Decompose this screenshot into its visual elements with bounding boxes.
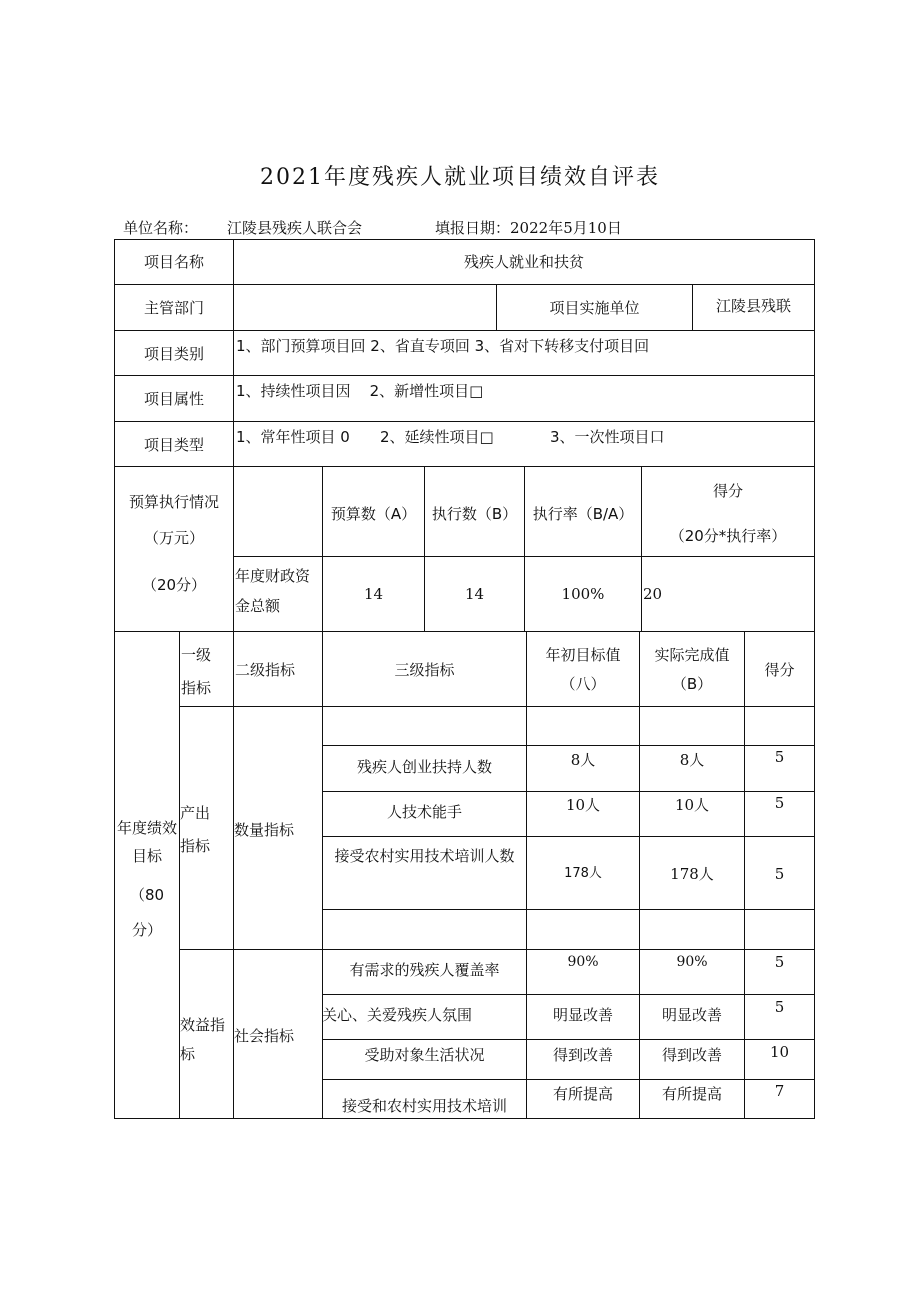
goals-label: 年度绩效 <box>116 819 177 837</box>
row-score: 5 <box>774 865 785 883</box>
attr-label: 项目属性 <box>143 390 204 408</box>
project-name-value: 残疾人就业和扶贫 <box>463 253 584 271</box>
budget-b-value: 14 <box>464 585 485 603</box>
row-actual: 90% <box>676 954 708 970</box>
project-name-label: 项目名称 <box>143 253 204 271</box>
row-name: 有需求的残疾人覆盖率 <box>349 961 500 979</box>
row-name: 受助对象生活状况 <box>364 1046 485 1064</box>
row-target: 10人 <box>565 796 601 814</box>
budget-label: 预算执行情况 <box>128 493 219 511</box>
social-indicator: 社会指标 <box>234 1027 295 1045</box>
budget-a-value: 14 <box>363 585 384 603</box>
category-value: 1、部门预算项目回 2、省直专项回 3、省对下转移支付项目回 <box>236 337 650 355</box>
type-label: 项目类型 <box>143 436 204 454</box>
row-score: 5 <box>774 953 785 971</box>
row-score: 5 <box>774 794 785 812</box>
header-actual-2: （B） <box>671 675 713 693</box>
row-name: 接受和农村实用技术培训 <box>341 1097 507 1115</box>
row-name: 接受农村实用技术培训人数 <box>334 847 515 865</box>
budget-col-score: 得分 <box>712 482 743 500</box>
category-label: 项目类别 <box>143 345 204 363</box>
date-value: 2022年5月10日 <box>510 219 622 237</box>
row-score: 7 <box>774 1082 785 1100</box>
attr-value: 1、持续性项目因 2、新增性项目□ <box>236 382 484 400</box>
header-level2: 二级指标 <box>235 661 296 679</box>
row-name: 人技术能手 <box>386 803 462 821</box>
row-score: 5 <box>774 998 785 1016</box>
unit-label: 单位名称： <box>123 219 199 237</box>
impl-unit-value: 江陵县残联 <box>715 297 791 315</box>
row-target: 有所提高 <box>552 1085 613 1103</box>
output-indicator-2: 指标 <box>180 837 211 855</box>
date-label: 填报日期： <box>435 219 511 237</box>
benefit-indicator: 效益指 <box>180 1016 226 1034</box>
header-actual: 实际完成值 <box>654 646 730 664</box>
row-actual: 10人 <box>674 796 710 814</box>
header-target: 年初目标值 <box>545 646 621 664</box>
header-target-2: （八） <box>560 675 606 693</box>
budget-row-label-1: 年度财政资 <box>235 567 311 585</box>
quantity-indicator: 数量指标 <box>234 821 295 839</box>
type-option-3: 3、一次性项目口 <box>550 428 665 446</box>
row-name: 关心、关爱残疾人氛围 <box>322 1006 473 1024</box>
impl-unit-label: 项目实施单位 <box>549 299 640 317</box>
row-target: 90% <box>567 954 599 970</box>
goals-label-2: 目标 <box>131 847 162 865</box>
row-actual: 8人 <box>679 751 705 769</box>
row-target: 明显改善 <box>552 1006 613 1024</box>
type-option-2: 2、延续性项目□ <box>380 428 494 446</box>
row-score: 10 <box>769 1043 790 1061</box>
benefit-indicator-2: 标 <box>180 1045 196 1063</box>
form-meta <box>123 217 622 238</box>
row-actual: 178人 <box>670 865 714 883</box>
row-score: 5 <box>774 748 785 766</box>
header-score: 得分 <box>764 661 795 679</box>
unit-value: 江陵县残疾人联合会 <box>227 219 363 237</box>
goals-points: （80 <box>129 886 165 904</box>
budget-unit: （万元） <box>143 529 204 547</box>
budget-col-b: 执行数（B） <box>431 505 518 523</box>
budget-col-rate: 执行率（B/A） <box>532 505 634 523</box>
type-option-1: 1、常年性项目 0 <box>236 428 350 446</box>
budget-col-a: 预算数（A） <box>330 505 417 523</box>
row-target: 得到改善 <box>552 1046 613 1064</box>
budget-col-score-formula: （20分*执行率） <box>669 527 787 545</box>
budget-row-label-2: 金总额 <box>235 597 281 615</box>
budget-points: （20分） <box>141 576 207 594</box>
header-level1: 一级 <box>181 646 212 664</box>
dept-label: 主管部门 <box>143 299 204 317</box>
header-level3: 三级指标 <box>394 661 455 679</box>
row-actual: 明显改善 <box>661 1006 722 1024</box>
row-actual: 得到改善 <box>661 1046 722 1064</box>
output-indicator: 产出 <box>180 804 211 822</box>
goals-points-2: 分） <box>131 921 162 939</box>
budget-rate-value: 100% <box>561 585 605 603</box>
budget-score-value: 20 <box>643 585 663 603</box>
row-name: 残疾人创业扶持人数 <box>356 758 492 776</box>
row-target: 178人 <box>564 866 602 881</box>
row-actual: 有所提高 <box>661 1085 722 1103</box>
page-title: 2021年度残疾人就业项目绩效自评表 <box>260 165 660 190</box>
evaluation-table <box>114 239 815 1119</box>
row-target: 8人 <box>570 751 596 769</box>
header-level1-2: 指标 <box>181 679 212 697</box>
